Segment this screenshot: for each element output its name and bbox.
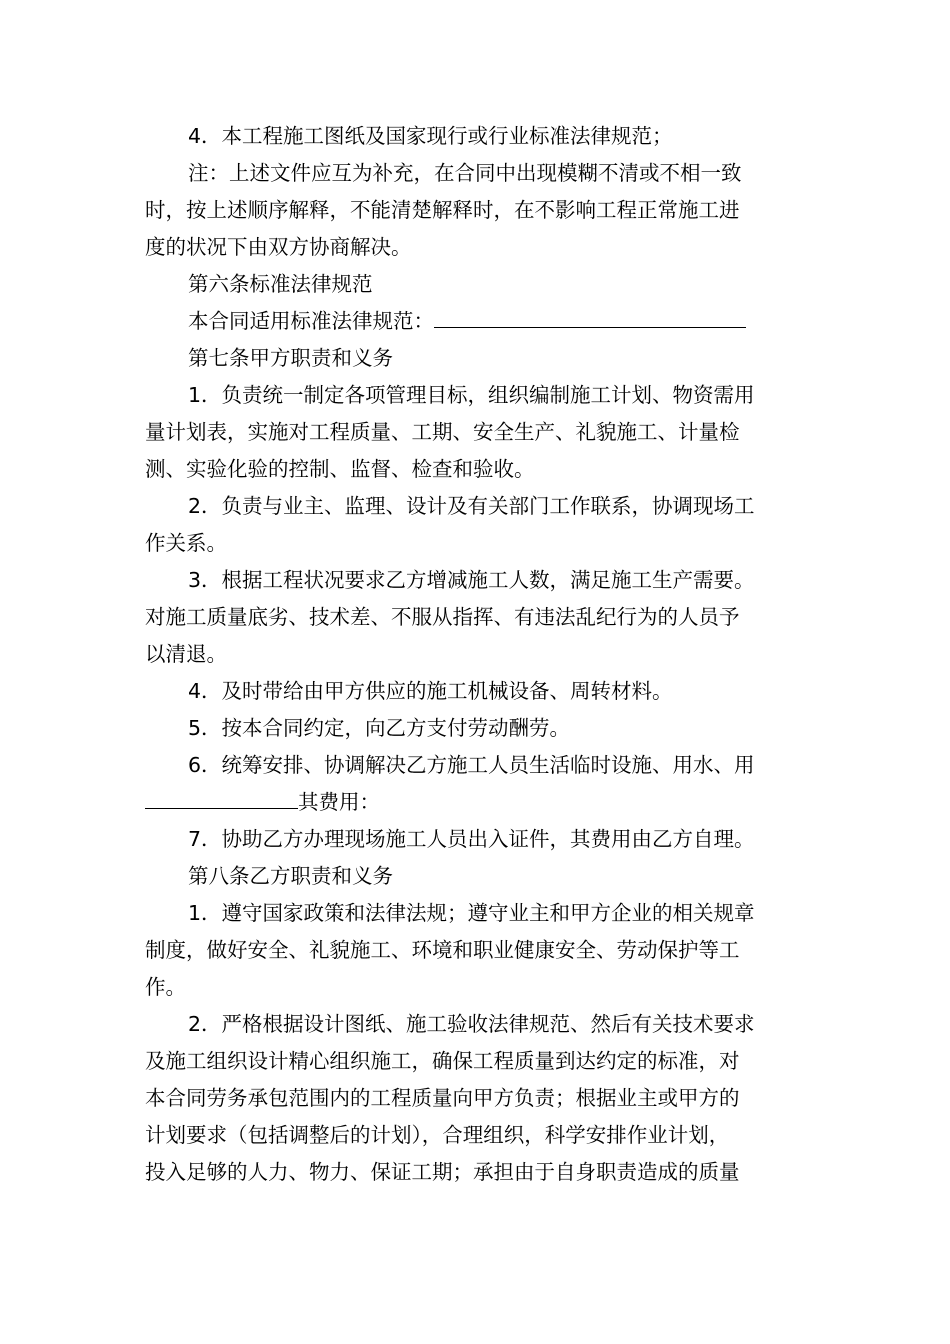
article-8-item-2-line-4: 计划要求（包括调整后的计划），合理组织，科学安排作业计划，: [145, 1123, 730, 1147]
note-line-3: 度的状况下由双方协商解决。: [145, 235, 412, 259]
fee-label: 其费用：: [298, 790, 380, 814]
article-7-item-5: 5．按本合同约定，向乙方支付劳动酬劳。: [188, 716, 571, 740]
article-6-body: [188, 306, 746, 336]
article-8-heading: 第八条乙方职责和义务: [188, 864, 393, 888]
article-7-item-3-line-1: 3．根据工程状况要求乙方增减施工人数，满足施工生产需要。: [188, 568, 755, 592]
article-8-item-2-line-1: 2．严格根据设计图纸、施工验收法律规范、然后有关技术要求: [188, 1012, 755, 1036]
article-8-item-2-line-2: 及施工组织设计精心组织施工，确保工程质量到达约定的标准，对: [145, 1049, 740, 1073]
note-line-2: 时，按上述顺序解释，不能清楚解释时，在不影响工程正常施工进: [145, 198, 740, 222]
article-8-item-2-line-3: 本合同劳务承包范围内的工程质量向甲方负责；根据业主或甲方的: [145, 1086, 740, 1110]
fee-blank[interactable]: [145, 788, 298, 809]
article-7-item-1-line-3: 测、实验化验的控制、监督、检查和验收。: [145, 457, 535, 481]
article-7-item-1-line-1: 1．负责统一制定各项管理目标，组织编制施工计划、物资需用: [188, 383, 755, 407]
article-7-item-7: 7．协助乙方办理现场施工人员出入证件，其费用由乙方自理。: [188, 827, 755, 851]
article-6-heading: 第六条标准法律规范: [188, 272, 373, 296]
article-7-item-3-line-2: 对施工质量底劣、技术差、不服从指挥、有违法乱纪行为的人员予: [145, 605, 740, 629]
article-8-item-2-line-5: 投入足够的人力、物力、保证工期；承担由于自身职责造成的质量: [145, 1160, 740, 1184]
applicable-standards-label: 本合同适用标准法律规范：: [188, 309, 434, 333]
article-7-item-4: 4．及时带给由甲方供应的施工机械设备、周转材料。: [188, 679, 673, 703]
article-8-item-1-line-1: 1．遵守国家政策和法律法规；遵守业主和甲方企业的相关规章: [188, 901, 755, 925]
note-line-1: 注：上述文件应互为补充，在合同中出现模糊不清或不相一致: [188, 161, 742, 185]
article-7-heading: 第七条甲方职责和义务: [188, 346, 393, 370]
article-7-item-6-line-2: [145, 787, 380, 817]
article-7-item-1-line-2: 量计划表，实施对工程质量、工期、安全生产、礼貌施工、计量检: [145, 420, 740, 444]
article-7-item-2-line-1: 2．负责与业主、监理、设计及有关部门工作联系，协调现场工: [188, 494, 755, 518]
article-7-item-6-line-1: 6．统筹安排、协调解决乙方施工人员生活临时设施、用水、用: [188, 753, 755, 777]
clause-5-item-4: 4．本工程施工图纸及国家现行或行业标准法律规范；: [188, 124, 673, 148]
article-8-item-1-line-2: 制度，做好安全、礼貌施工、环境和职业健康安全、劳动保护等工: [145, 938, 740, 962]
article-8-item-1-line-3: 作。: [145, 975, 186, 999]
article-7-item-2-line-2: 作关系。: [145, 531, 227, 555]
applicable-standards-blank[interactable]: [434, 307, 746, 328]
article-7-item-3-line-3: 以清退。: [145, 642, 227, 666]
